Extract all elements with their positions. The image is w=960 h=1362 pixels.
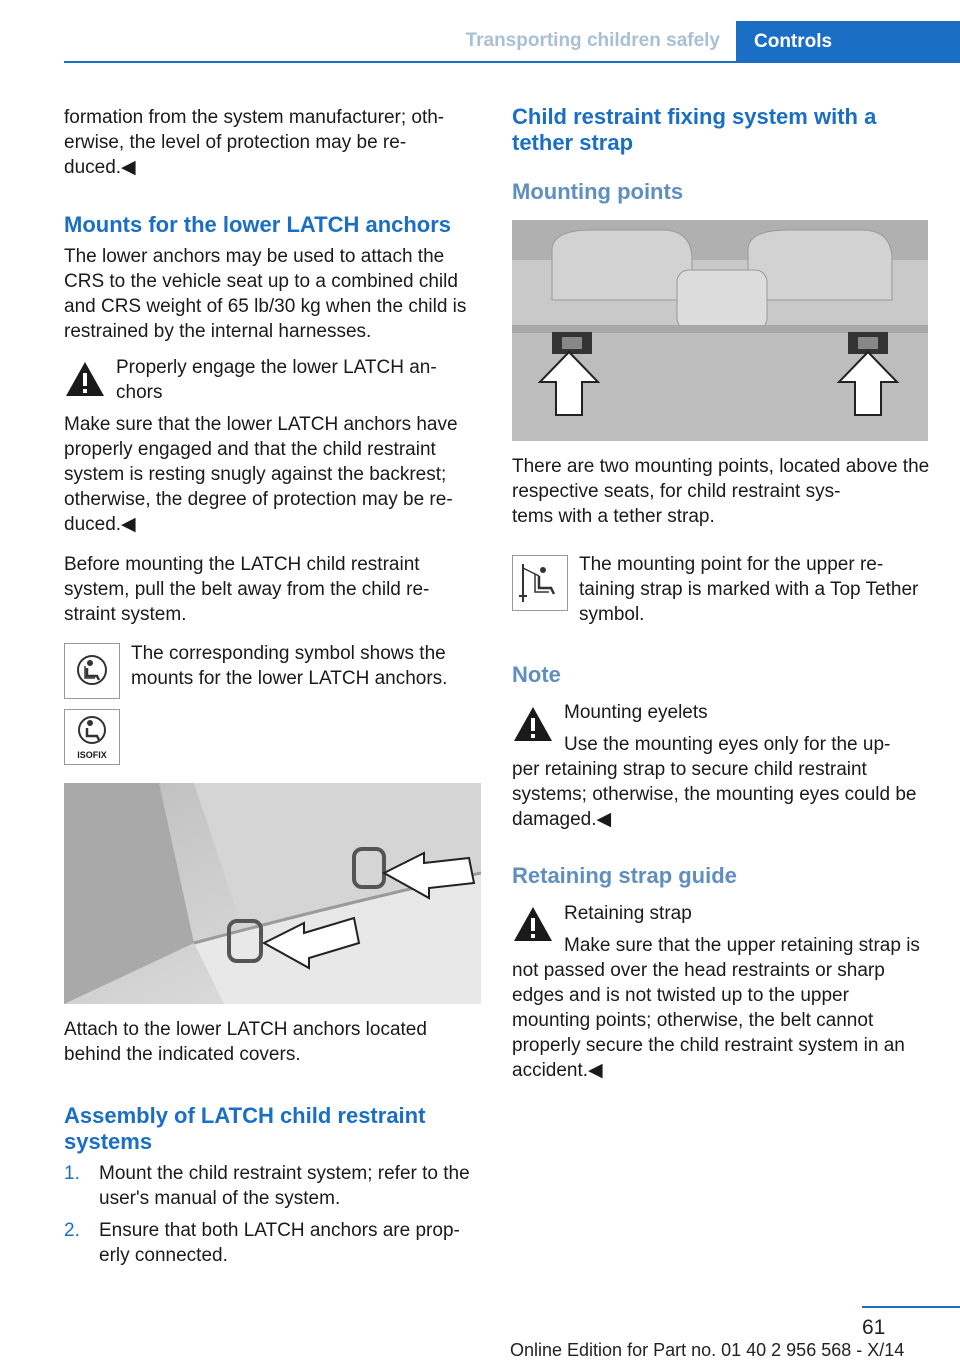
assembly-heading: Assembly of LATCH child restraint systems: [64, 1103, 426, 1154]
note-text: Use the mounting eyes only for the up- per retaining strap to secure child restraint systems; otherwise, the mounting eyes could be damaged.◀: [512, 734, 917, 830]
footer-edition: Online Edition for Part no. 01 40 2 956 568 - X/14: [510, 1340, 905, 1360]
step-text: Mount the child restraint system; refer to the user's manual of the system.: [99, 1163, 470, 1209]
note-title: Mounting eyelets: [564, 702, 708, 723]
top-tether-text: The mounting point for the upper re- taining strap is marked with a Top Tether symbol.: [579, 554, 919, 625]
mounting-points-photo: [512, 220, 928, 441]
header-section-title: Transporting children safely: [465, 30, 720, 51]
warning-latch-title: Properly engage the lower LATCH an- chors: [116, 357, 437, 403]
warning-latch-text: Make sure that the lower LATCH anchors have properly engaged and that the child restraint system is resting snugly against the backrest; otherwise, the degree of protection may be re- duced.◀: [64, 414, 458, 535]
lower-anchors-photo: [64, 783, 481, 1004]
before-mounting-text: Before mounting the LATCH child restraint system, pull the belt away from the child re- straint system.: [64, 554, 430, 625]
lower-latch-heading: Mounts for the lower LATCH anchors: [64, 212, 452, 237]
step-text: Ensure that both LATCH anchors are prop- erly connected.: [99, 1220, 460, 1266]
page-number: 61: [862, 1316, 886, 1339]
isofix-symbol-icon: [64, 709, 120, 765]
strap-guide-heading: Retaining strap guide: [512, 863, 737, 888]
lower-latch-text: The lower anchors may be used to attach the CRS to the vehicle seat up to a combined child and CRS weight of 65 lb/30 kg when the child is restrained by the internal harnesses.: [64, 246, 467, 342]
intro-text: formation from the system manufacturer; oth- erwise, the level of protection may be re- duced.◀: [64, 107, 445, 178]
strap-guide-title: Retaining strap: [564, 903, 692, 924]
step-number: 2.: [64, 1220, 80, 1241]
note-heading: Note: [512, 662, 561, 687]
latch-symbol-icon: [64, 643, 120, 699]
mounting-points-text: There are two mounting points, located above the respective seats, for child restraint sys- tems with a tether strap.: [512, 456, 930, 527]
isofix-label: ISOFIX: [77, 750, 107, 760]
header-rule: [64, 61, 960, 63]
footer-rule: [862, 1306, 960, 1308]
tether-heading: Child restraint fixing system with a tether strap: [512, 104, 877, 155]
symbol-description: The corresponding symbol shows the mounts for the lower LATCH anchors.: [131, 643, 448, 689]
mounting-points-heading: Mounting points: [512, 179, 684, 204]
warning-icon: [64, 360, 106, 398]
step-number: 1.: [64, 1163, 80, 1184]
strap-guide-text: Make sure that the upper retaining strap is not passed over the head restraints or sharp edges and is not twisted up to the upper mounting points; otherwise, the belt cannot properly secure the child restraint system in an accident.◀: [512, 935, 920, 1081]
top-tether-symbol-icon: [512, 555, 568, 611]
photo-caption: Attach to the lower LATCH anchors located behind the indicated covers.: [64, 1019, 427, 1065]
header-chapter-tab: Controls: [736, 21, 960, 63]
